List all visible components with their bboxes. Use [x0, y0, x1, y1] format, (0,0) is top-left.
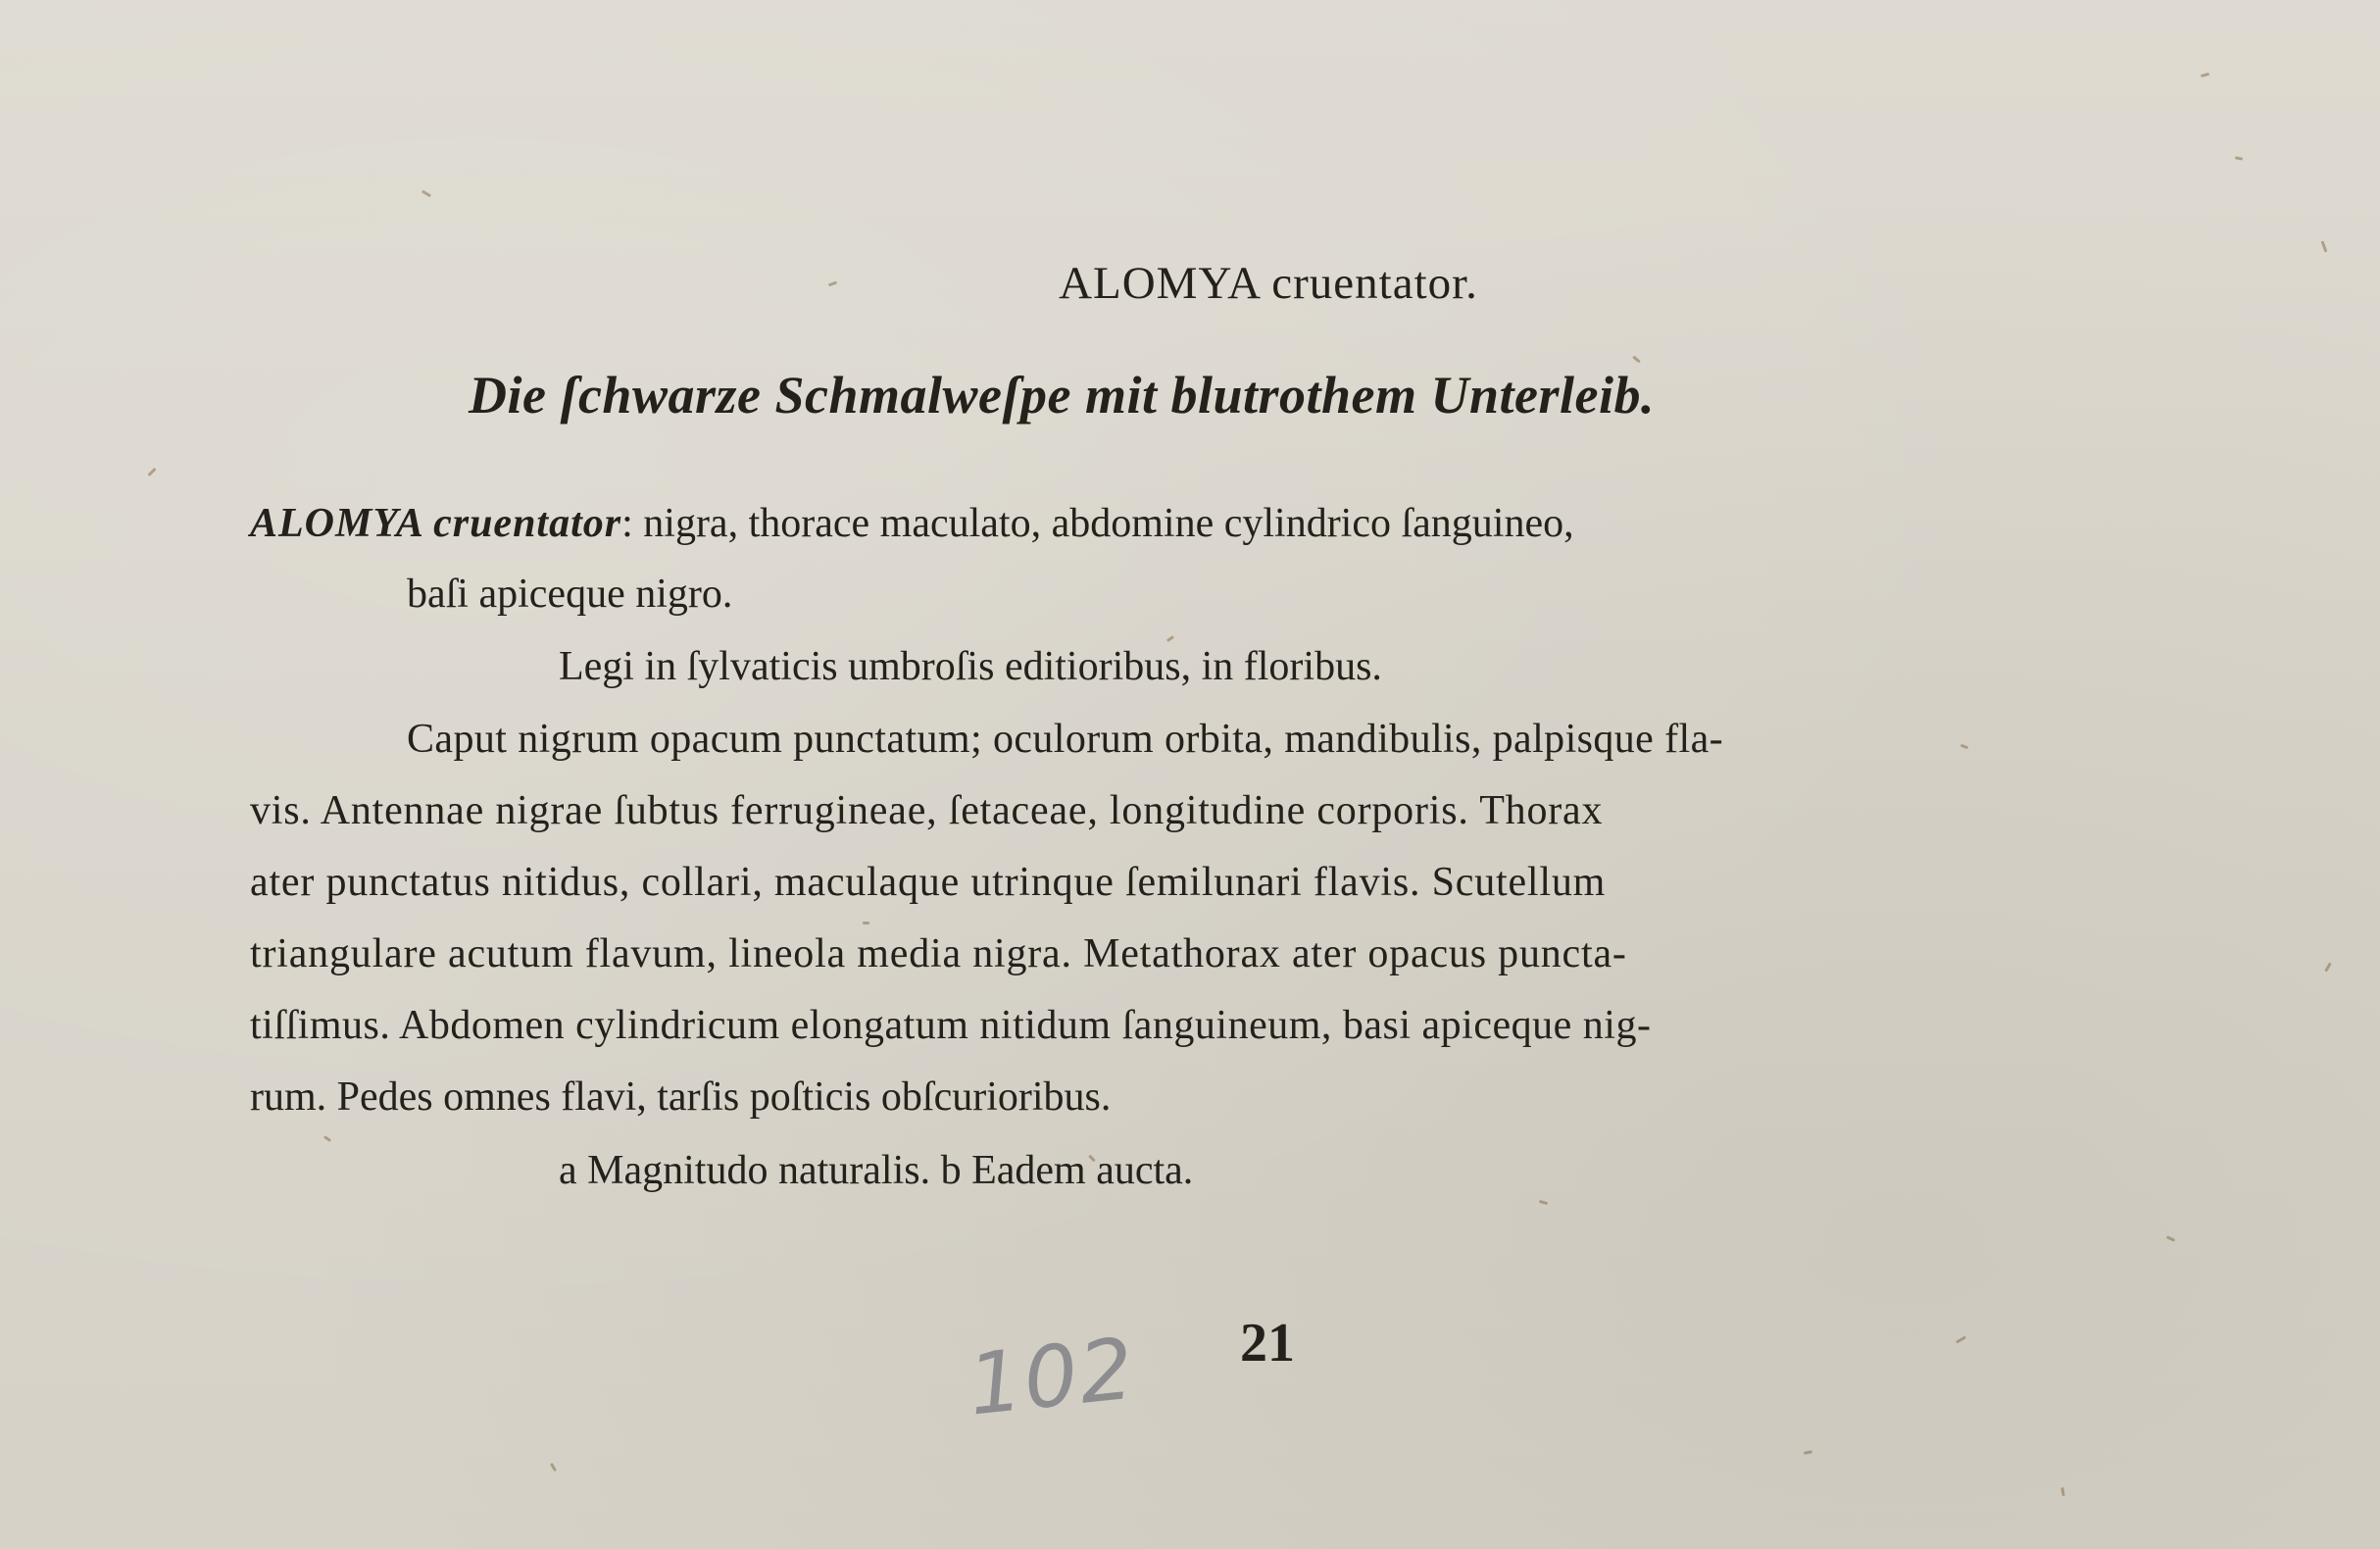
diagnosis-text: : nigra, thorace maculato, abdomine cylindrico ſanguineo,: [621, 501, 1574, 546]
description-line-6: rum. Pedes omnes flavi, tarſis poſticis obſcurioribus.: [250, 1074, 1112, 1120]
page-number: 21: [1240, 1313, 1295, 1374]
description-line-1: Caput nigrum opacum punctatum; oculorum orbita, mandibulis, palpisque fla-: [407, 717, 1724, 762]
description-line-2: vis. Antennae nigrae ſubtus ferrugineae, ſetaceae, longitudine corporis. Thorax: [250, 788, 1604, 833]
figure-note: a Magnitudo naturalis. b Eadem aucta.: [559, 1148, 1194, 1193]
pencil-annotation: 102: [964, 1320, 1140, 1435]
diagnosis-line-2: baſi apiceque nigro.: [407, 572, 733, 617]
habitat-line: Legi in ſylvaticis umbroſis editioribus, in floribus.: [559, 644, 1382, 689]
description-line-5: tiſſimus. Abdomen cylindricum elongatum nitidum ſanguineum, basi apiceque nig-: [250, 1003, 1652, 1048]
diagnosis-name: ALOMYA cruentator: [250, 501, 622, 546]
description-line-3: ater punctatus nitidus, collari, maculaque utrinque ſemilunari flavis. Scutellum: [250, 860, 1607, 905]
page-title: ALOMYA cruentator.: [1059, 258, 1478, 309]
diagnosis-line-1: [250, 488, 2152, 559]
description-line-4: triangulare acutum flavum, lineola media nigra. Metathorax ater opacus puncta-: [250, 931, 1627, 976]
diagnosis-genus-species: [250, 488, 1574, 559]
page-subtitle: Die ſchwarze Schmalweſpe mit blutrothem Unterleib.: [469, 366, 1655, 425]
